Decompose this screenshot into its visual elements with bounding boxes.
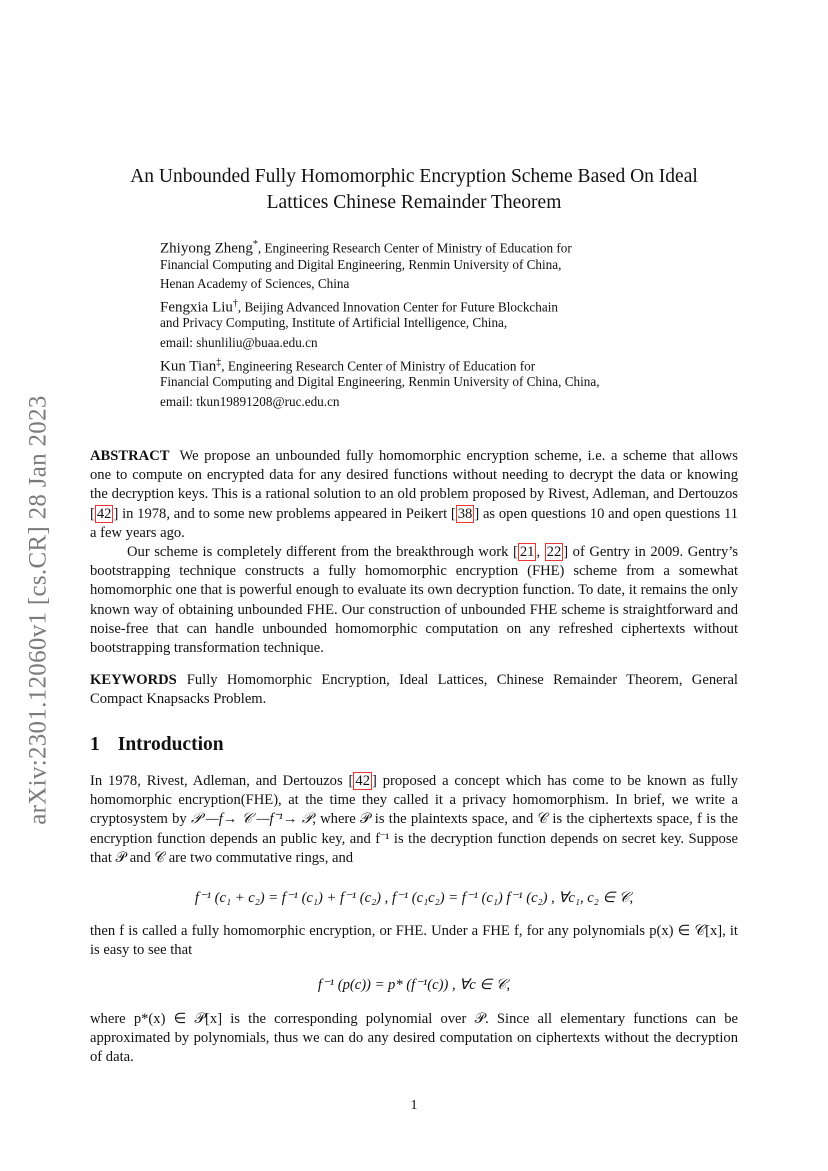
intro-paragraph-2: then f is called a fully homomorphic encryption, or FHE. Under a FHE f, for any polynomials p(x) ∈ 𝒞[x], it is easy to see that (90, 923, 738, 959)
keywords-label: KEYWORDS (90, 672, 177, 688)
abstract-label: ABSTRACT (90, 448, 170, 464)
author-affiliation: Financial Computing and Digital Engineering, Renmin University of China, (160, 256, 562, 272)
intro-paragraph-1: In 1978, Rivest, Adleman, and Dertouzos [ 42 ] proposed a concept which has come to be known as fully homomorphic encryption(FHE), at the time they called it a privacy homomorphism. In brief, we write a cryptosystem by 𝒫 —f→ 𝒞 —f⁻¹→ 𝒫, where 𝒫 is the plaintexts space, and 𝒞 is the ciphertexts space, f is the encryption function depends an public key, and f⁻¹ is the decryption function depends on secret key. Suppose that 𝒫 and 𝒞 are two commutative rings, and (90, 773, 739, 866)
author-email: email: tkun19891208@ruc.edu.cn (160, 393, 340, 409)
abstract-paragraph-1: ABSTRACT We propose an unbounded fully homomorphic encryption scheme, i.e. a scheme that allows one to compute on encrypted data for any desired functions without needing to decrypt the data or knowing the decryption keys. This is a rational solution to an old problem proposed by Rivest, Adleman, and Dertouzos [ 42 ] in 1978, and to some new problems appeared in Peikert [ 38 ] as open questions 10 and open questions 11 a few years ago. (90, 448, 739, 541)
abstract (90, 447, 738, 658)
author-email: email: shunliliu@buaa.edu.cn (160, 334, 318, 350)
citation-link[interactable]: 42 (355, 773, 370, 789)
citation-link[interactable]: 42 (96, 505, 112, 522)
keywords-text: Fully Homomorphic Encryption, Ideal Lattices, Chinese Remainder Theorem, General Compact Knapsacks Problem. (90, 672, 738, 708)
equation-2: f⁻¹ (p(c)) = p* (f⁻¹(c)) , ∀c ∈ 𝒞, (317, 977, 511, 993)
citation-link[interactable]: 22 (546, 544, 562, 561)
author-line: Zhiyong Zheng*, Engineering Research Center of Ministry of Education for (160, 239, 572, 257)
author-affiliation: Financial Computing and Digital Engineering, Renmin University of China, China, (160, 374, 600, 390)
arxiv-identifier (22, 370, 56, 850)
author-line: Fengxia Liu†, Beijing Advanced Innovation Center for Future Blockchain (160, 297, 558, 316)
author-affiliation: Henan Academy of Sciences, China (160, 276, 350, 292)
intro-paragraph-3: where p*(x) ∈ 𝒫[x] is the corresponding polynomial over 𝒫. Since all elementary functions can be approximated by polynomials, thus we can do any desired computation on ciphertexts without the decryption of data. (90, 1011, 738, 1066)
equation-1: f⁻¹ (c₁ + c₂) = f⁻¹ (c₁) + f⁻¹ (c₂) , f⁻¹ (c₁c₂) = f⁻¹ (c₁) f⁻¹ (c₂) , ∀c₁, c₂ ∈ 𝒞, (194, 890, 634, 906)
author-line: Kun Tian‡, Engineering Research Center of Ministry of Education for (160, 356, 536, 374)
citation-link[interactable]: 21 (519, 544, 535, 561)
paper-title (90, 164, 738, 216)
title-line-1: An Unbounded Fully Homomorphic Encryption Scheme Based On Ideal (130, 166, 698, 187)
keywords (90, 671, 738, 709)
abstract-paragraph-2: Our scheme is completely different from the breakthrough work [ 21 , 22 ] of Gentry in 2009. Gentry’s bootstrapping technique constructs a fully homomorphic encryption (FHE) scheme from a somewhat homomorphic one that is powerful enough to evaluate its own decryption function. To date, it remains the only known way of obtaining unbounded FHE. Our construction of unbounded FHE scheme is straightforward and noise-free that can handle unbounded homomorphic computation on any refreshed ciphertexts without bootstrapping transformation technique. (90, 544, 738, 657)
section-heading: 1 Introduction (90, 734, 224, 755)
title-line-2: Lattices Chinese Remainder Theorem (266, 192, 562, 213)
arxiv-id-text: arXiv:2301.12060v1 [cs.CR] 28 Jan 2023 (25, 395, 53, 825)
citation-link[interactable]: 38 (457, 505, 473, 522)
arrow-expression: 𝒫 —f→ 𝒞 —f⁻¹→ 𝒫 (190, 811, 313, 828)
page-number: 1 (410, 1098, 418, 1113)
author-block (160, 235, 720, 411)
author-affiliation: and Privacy Computing, Institute of Artificial Intelligence, China, (160, 315, 508, 331)
